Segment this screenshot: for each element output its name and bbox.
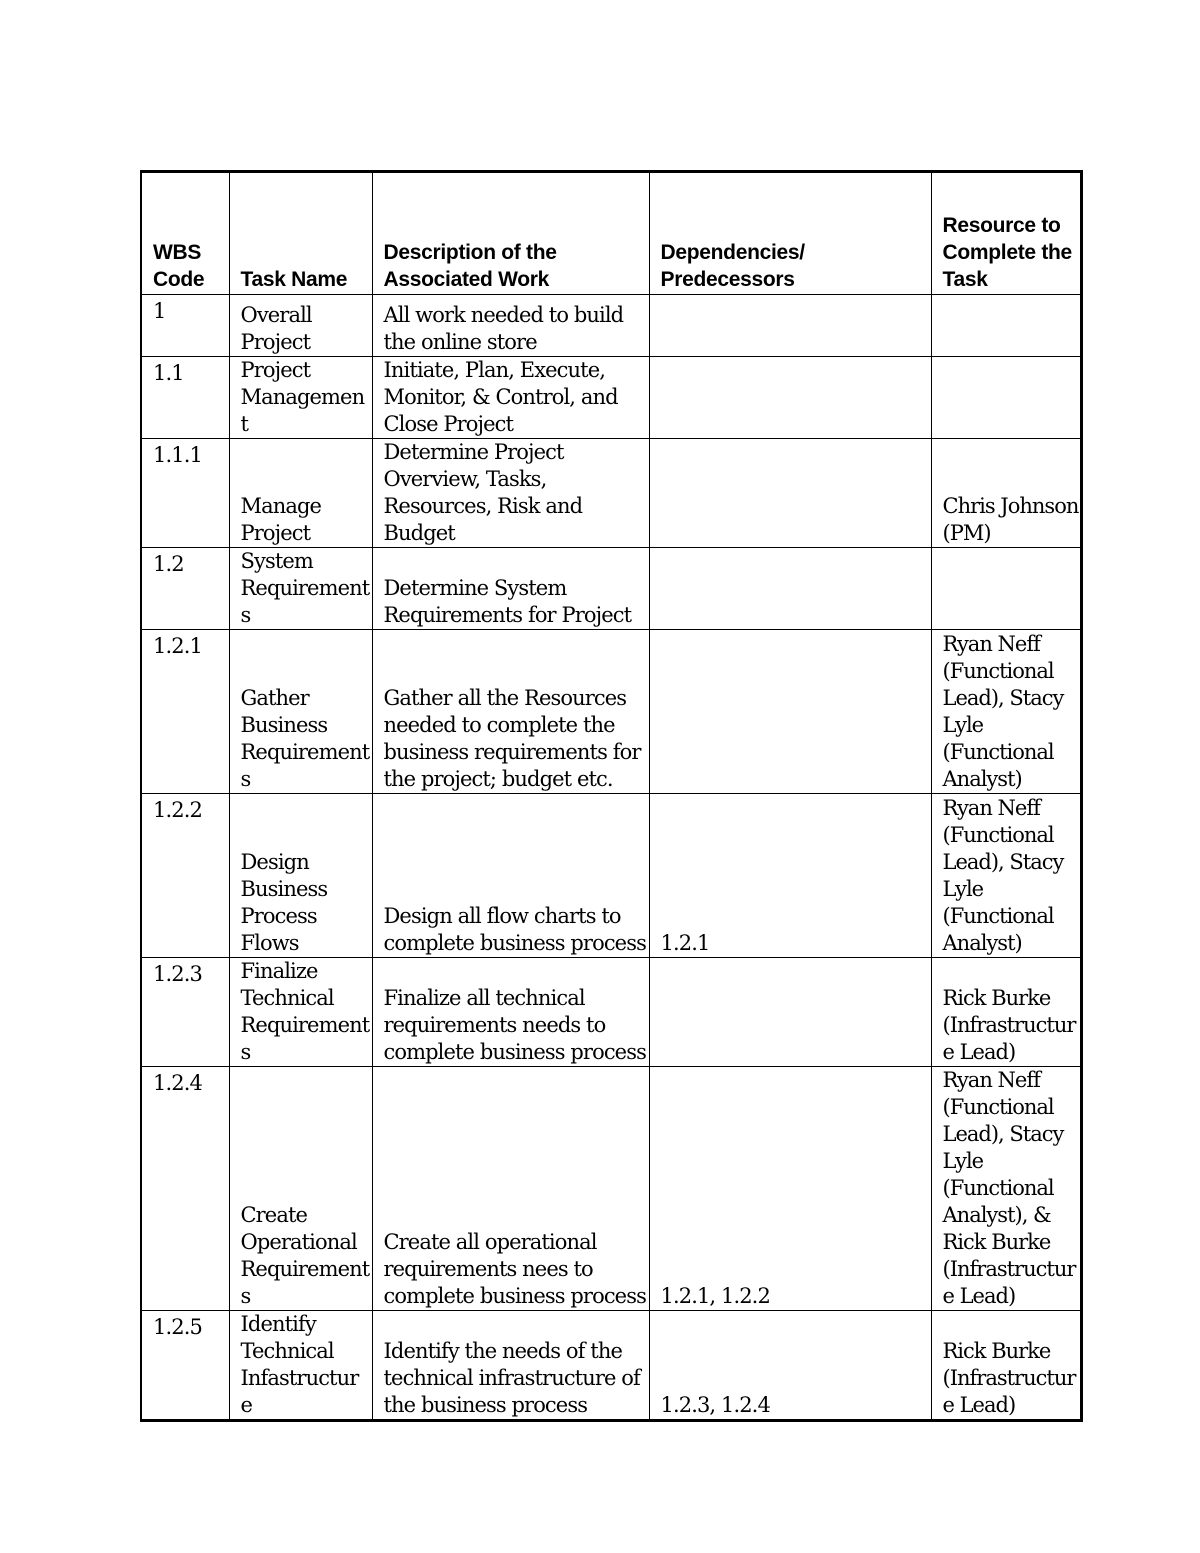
dependencies-cell [649,548,931,630]
header-task-name: Task Name [229,172,372,295]
description-cell: Finalize all technical requirements needs to complete business process [372,958,649,1067]
wbs-code-cell: 1.2.2 [141,794,229,958]
task-name-cell: Manage Project [229,439,372,548]
resource-cell: Rick Burke (Infrastructure Lead) [931,1311,1081,1421]
table-row [141,1067,1081,1311]
description-cell: Gather all the Resources needed to complete the business requirements for the project; budget etc. [372,630,649,794]
resource-cell: Ryan Neff (Functional Lead), Stacy Lyle (Functional Analyst), & Rick Burke (Infrastructure Lead) [931,1067,1081,1311]
task-name-cell: Identify Technical Infastructure [229,1311,372,1421]
task-name-cell: Design Business Process Flows [229,794,372,958]
header-wbs-code: WBS Code [141,172,229,295]
header-dependencies: Dependencies/ Predecessors [649,172,931,295]
description-cell: All work needed to build the online store [372,295,649,357]
wbs-code-cell: 1 [141,295,229,357]
task-name-cell: Overall Project [229,295,372,357]
table-row [141,958,1081,1067]
resource-cell: Ryan Neff (Functional Lead), Stacy Lyle (Functional Analyst) [931,630,1081,794]
wbs-code-cell: 1.1 [141,357,229,439]
table-row [141,1311,1081,1421]
dependencies-cell [649,958,931,1067]
description-cell: Initiate, Plan, Execute, Monitor, & Control, and Close Project [372,357,649,439]
task-name-cell: Project Management [229,357,372,439]
task-name-cell: Create Operational Requirements [229,1067,372,1311]
wbs-code-cell: 1.2.1 [141,630,229,794]
header-row [141,172,1081,295]
wbs-code-cell: 1.2.4 [141,1067,229,1311]
resource-cell: Rick Burke (Infrastructure Lead) [931,958,1081,1067]
task-name-cell: Finalize Technical Requirements [229,958,372,1067]
wbs-code-cell: 1.2 [141,548,229,630]
header-resource: Resource to Complete the Task [931,172,1081,295]
table-row [141,295,1081,357]
wbs-code-cell: 1.2.3 [141,958,229,1067]
table-row [141,548,1081,630]
dependencies-cell [649,295,931,357]
wbs-code-cell: 1.2.5 [141,1311,229,1421]
dependencies-cell [649,357,931,439]
dependencies-cell [649,439,931,548]
table-row [141,630,1081,794]
table-row [141,357,1081,439]
resource-cell: Ryan Neff (Functional Lead), Stacy Lyle (Functional Analyst) [931,794,1081,958]
dependencies-cell [649,630,931,794]
dependencies-cell: 1.2.1 [649,794,931,958]
resource-cell [931,357,1081,439]
table-row [141,439,1081,548]
wbs-table [140,170,1083,1422]
description-cell: Create all operational requirements nees to complete business process [372,1067,649,1311]
description-cell: Determine Project Overview, Tasks, Resources, Risk and Budget [372,439,649,548]
dependencies-cell: 1.2.1, 1.2.2 [649,1067,931,1311]
description-cell: Determine System Requirements for Project [372,548,649,630]
resource-cell [931,295,1081,357]
resource-cell [931,548,1081,630]
header-description: Description of the Associated Work [372,172,649,295]
task-name-cell: System Requirements [229,548,372,630]
task-name-cell: Gather Business Requirements [229,630,372,794]
description-cell: Identify the needs of the technical infrastructure of the business process [372,1311,649,1421]
description-cell: Design all flow charts to complete business process [372,794,649,958]
dependencies-cell: 1.2.3, 1.2.4 [649,1311,931,1421]
table-row [141,794,1081,958]
wbs-code-cell: 1.1.1 [141,439,229,548]
resource-cell: Chris Johnson (PM) [931,439,1081,548]
